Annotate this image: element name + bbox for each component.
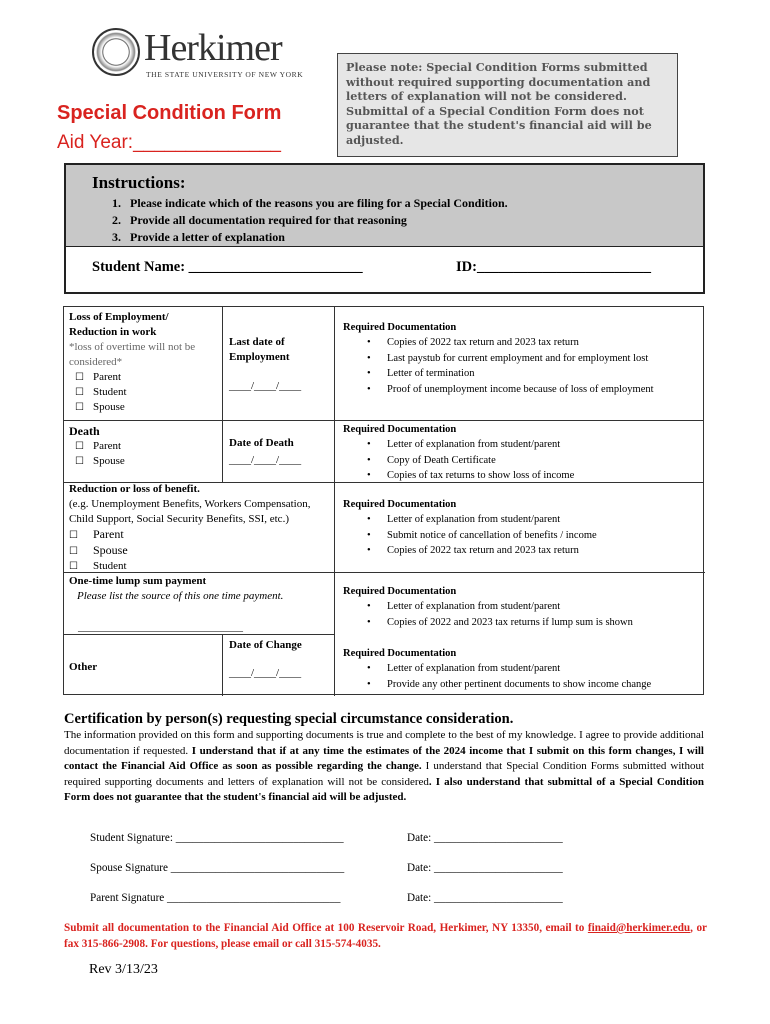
lump-sum-section (69, 574, 283, 604)
lump-sum-title: One-time lump sum payment (69, 575, 207, 587)
lump-sum-requirements: Required Documentation • Letter of explanation from student/parent • Copies of 2022 and 2023 tax returns if lump sum is shown (343, 584, 633, 630)
requirement-item: • Copies of 2022 tax return and 2023 tax return (343, 335, 654, 351)
certification-title: Certification by person(s) requesting special circumstance consideration. (64, 711, 514, 727)
death-title: Death (69, 424, 100, 438)
death-section (69, 424, 125, 469)
benefit-requirements: Required Documentation • Letter of explanation from student/parent • Submit notice of cancellation of benefits / income • Copies of 2022 tax return and 2023 tax return (343, 497, 597, 559)
death-date-label: Date of Death (229, 437, 294, 449)
employment-title: Loss of Employment/ (69, 311, 169, 323)
other-title: Other (69, 661, 98, 673)
requirement-item: • Letter of explanation from student/parent (343, 512, 597, 528)
checkbox-parent[interactable]: ☐ Parent (75, 371, 122, 383)
parent-date-field[interactable]: Date: _______________________ (407, 892, 563, 904)
benefit-description-2: Child Support, Social Security Benefits, SSI, etc.) (69, 513, 289, 525)
requirement-item: • Provide any other pertinent documents to show income change (343, 677, 651, 693)
lump-sum-description: Please list the source of this one time payment. (77, 590, 284, 602)
other-date-label: Date of Change (229, 639, 302, 651)
spouse-signature-field[interactable]: Spouse Signature _______________________________ (90, 862, 345, 874)
employment-section (69, 310, 219, 415)
conditions-table (63, 306, 704, 695)
lump-sum-source-field[interactable]: ______________________________ (78, 621, 243, 633)
student-info-row (64, 246, 705, 294)
student-date-field[interactable]: Date: _______________________ (407, 832, 563, 844)
instructions-box (64, 163, 705, 246)
checkbox-student[interactable]: ☐ Student (69, 560, 127, 572)
checkbox-spouse[interactable]: ☐ Spouse (69, 543, 128, 557)
requirement-item: • Proof of unemployment income because of loss of employment (343, 382, 654, 398)
form-title: Special Condition Form (57, 102, 282, 124)
requirement-item: • Copies of 2022 tax return and 2023 tax return (343, 543, 597, 559)
checkbox-spouse[interactable]: ☐ Spouse (75, 401, 125, 413)
student-name-field[interactable]: Student Name: ________________________ (92, 259, 363, 275)
employment-note: *loss of overtime will not be (69, 341, 196, 353)
requirement-item: • Letter of termination (343, 366, 654, 382)
spouse-date-field[interactable]: Date: _______________________ (407, 862, 563, 874)
requirement-item: • Copies of 2022 and 2023 tax returns if lump sum is shown (343, 615, 633, 631)
benefit-section (69, 482, 310, 574)
employment-title-2: Reduction in work (69, 326, 157, 338)
requirement-item: • Copies of tax returns to show loss of income (343, 468, 574, 484)
other-requirements: Required Documentation • Letter of explanation from student/parent • Provide any other pertinent documents to show income change (343, 646, 651, 692)
death-date-field[interactable]: ____/____/____ (229, 454, 302, 466)
benefit-description: (e.g. Unemployment Benefits, Workers Compensation, (69, 498, 311, 510)
requirement-item: • Letter of explanation from student/parent (343, 599, 633, 615)
employment-note-2: considered* (69, 356, 123, 368)
revision-date: Rev 3/13/23 (89, 962, 158, 977)
student-id-field[interactable]: ID:________________________ (456, 259, 651, 275)
parent-signature-field[interactable]: Parent Signature _______________________________ (90, 892, 341, 904)
requirement-item: • Submit notice of cancellation of benefits / income (343, 528, 597, 544)
checkbox-parent[interactable]: ☐ Parent (75, 440, 122, 452)
certification-text: The information provided on this form and supporting documents is true and complete to the best of my knowledge. I agree to provide additional documentation if requested. I understand that if at any time the estimates of the 2024 income that I submit on this form changes, I will contact the Financial Aid Office as soon as possible regarding the change. I understand that Special Condition Forms submitted without required supporting documents and letters of explanation will not be considered. I also understand that submittal of a Special Condition Form does not guarantee that the student's financial aid will be adjusted. (64, 729, 705, 803)
instructions-list (124, 195, 703, 246)
submit-instructions: Submit all documentation to the Financial Aid Office at 100 Reservoir Road, Herkimer, NY 13350, email to finaid@herkimer.edu, or fax 315-866-2908. For questions, please email or call 315-574-4035. (64, 922, 708, 950)
death-requirements: Required Documentation • Letter of explanation from student/parent • Copy of Death Certificate • Copies of tax returns to show loss of income (343, 422, 574, 484)
requirement-item: • Letter of explanation from student/parent (343, 437, 574, 453)
logo-name: Herkimer (144, 27, 282, 69)
checkbox-spouse[interactable]: ☐ Spouse (75, 455, 125, 467)
instruction-item: 2. Provide all documentation required for that reasoning (124, 212, 703, 229)
aid-year-field[interactable]: Aid Year:______________ (57, 132, 282, 153)
requirement-item: • Letter of explanation from student/parent (343, 661, 651, 677)
employment-requirements: Required Documentation • Copies of 2022 tax return and 2023 tax return • Last paystub for current employment and for employment lost • Letter of termination • Proof of unemployment income because of loss of employment (343, 320, 654, 397)
checkbox-student[interactable]: ☐ Student (75, 386, 127, 398)
employment-date-label: Last date of Employment (229, 336, 290, 363)
other-date-field[interactable]: ____/____/____ (229, 667, 302, 679)
instructions-title: Instructions: (92, 173, 186, 192)
note-box: Please note: Special Condition Forms submitted without required supporting documentation and letters of explanation will not be considered. Submittal of a Special Condition Form does not guarantee that the student's financial aid will be adjusted. (337, 53, 678, 157)
benefit-title: Reduction or loss of benefit. (69, 483, 200, 495)
checkbox-parent[interactable]: ☐ Parent (69, 527, 124, 541)
requirement-item: • Copy of Death Certificate (343, 453, 574, 469)
email-link[interactable]: finaid@herkimer.edu (587, 922, 691, 934)
instruction-item: 1. Please indicate which of the reasons you are filing for a Special Condition. (124, 195, 703, 212)
employment-date-field[interactable]: ____/____/____ (229, 380, 302, 392)
logo-subtitle: THE STATE UNIVERSITY OF NEW YORK (146, 70, 304, 79)
herkimer-logo (92, 28, 312, 80)
college-seal-icon (92, 28, 140, 76)
instruction-item: 3. Provide a letter of explanation (124, 229, 703, 246)
requirement-item: • Last paystub for current employment and for employment lost (343, 351, 654, 367)
student-signature-field[interactable]: Student Signature: ______________________________ (90, 832, 344, 844)
